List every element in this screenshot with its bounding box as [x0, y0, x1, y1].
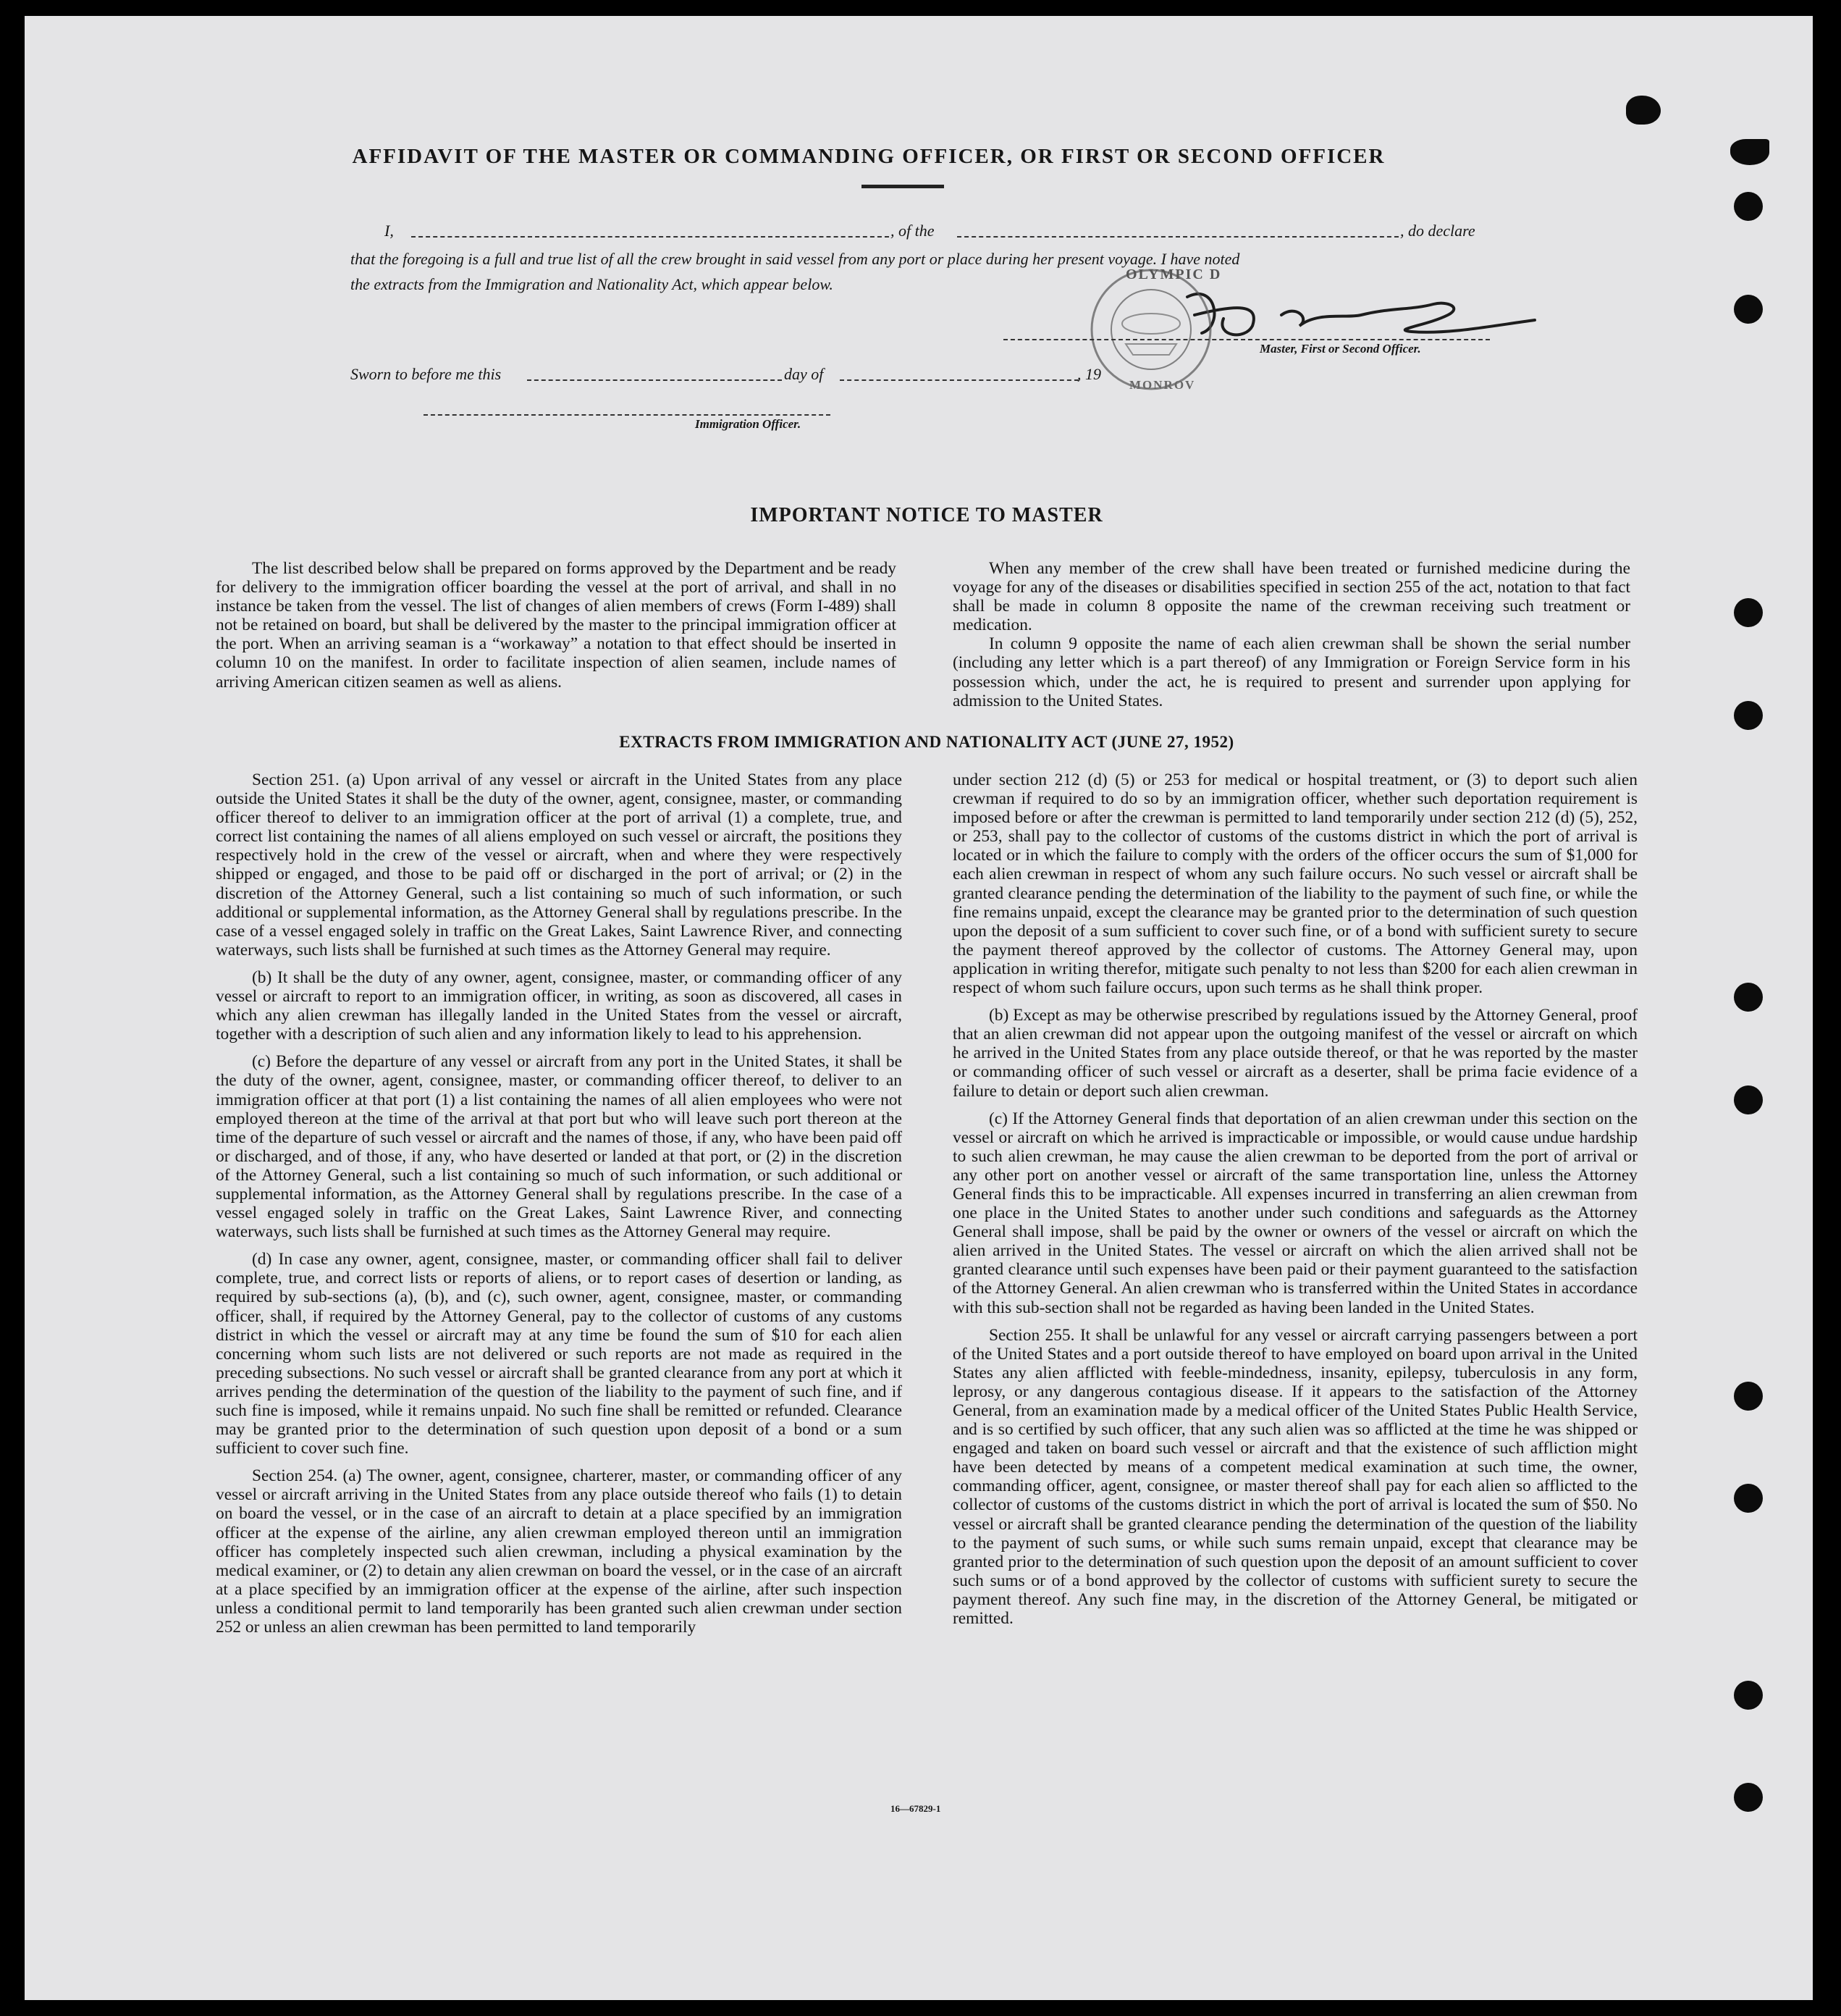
ship-seal-stamp [1086, 264, 1216, 395]
year-label: , 19 [1077, 365, 1101, 383]
officer-signature-line [424, 414, 830, 416]
vessel-blank-line [957, 236, 1399, 238]
extracts-title: EXTRACTS FROM IMMIGRATION AND NATIONALITY ACT (JUNE 27, 1952) [619, 733, 1234, 751]
punch-hole [1734, 701, 1763, 730]
master-label: Master, First or Second Officer. [1260, 342, 1421, 356]
signature-image [1173, 275, 1549, 348]
extract-paragraph: Section 254. (a) The owner, agent, consignee, charterer, master, or commanding officer of any vessel or aircraft arriving in the United States from any place outside thereof who fails (1) to detain on board the vessel, or in the case of an aircraft to detain at a place specified by an immigration officer at the expense of the airline, any alien crewman employed thereon until an immigration officer has completely inspected such alien crewman, including a physical examination by the medical examiner, or (2) to detain any alien crewman on board the vessel, or in the case of an aircraft at a place specified by an immigration officer at the expense of the airline, after such inspection unless a conditional permit to land temporarily has been granted such alien crewman under section 252 or unless an alien crewman has been permitted to land temporarily [216, 1466, 902, 1637]
extract-paragraph: (b) It shall be the duty of any owner, agent, consignee, master, or commanding officer of any vessel or aircraft to report to an immigration officer, in writing, as soon as discovered, all cases in which any alien crewman has illegally landed in the United States from the vessel or aircraft, together with a description of such alien and any information likely to lead to his apprehension. [216, 967, 902, 1044]
punch-hole-mark [1626, 96, 1661, 125]
affidavit-text-line-1: that the foregoing is a full and true list of all the crew brought in said vessel from any port or place during her present voyage. I have noted [350, 250, 1240, 268]
i-label: I, [384, 222, 394, 240]
notice-right-paragraph-1: When any member of the crew shall have been treated or furnished medicine during the voyage for any of the diseases or disabilities specified in section 255 of the act, notation to that fact shall be made in column 8 opposite the name of the crewman receiving such treatment or medication. [953, 559, 1630, 635]
sworn-label: Sworn to before me this [350, 365, 502, 383]
punch-hole-mark [1730, 139, 1769, 165]
title-underline [861, 185, 944, 188]
punch-hole [1734, 1382, 1763, 1411]
punch-hole [1734, 1484, 1763, 1513]
extracts-left-column [216, 770, 902, 1637]
extract-paragraph: (c) If the Attorney General finds that deportation of an alien crewman under this section on the vessel or aircraft on which he arrived is impracticable or impossible, or would cause undue hardship to such alien crewman, he may cause the alien crewman to be deported from the port of arrival or any other port on another vessel or aircraft of the same transportation line, unless the Attorney General finds this to be impracticable. All expenses incurred in transferring an alien crewman from one place in the United States to another under such conditions and safeguards as the Attorney General shall impose, shall be paid by the owner or owners of the vessel or aircraft on which the alien arrived in the United States. The vessel or aircraft on which the alien arrived shall not be granted clearance until such expenses have been paid or their payment guaranteed to the satisfaction of the Attorney General. An alien crewman who is transferred within the United States in accordance with this sub-section shall not be regarded as having been landed in the United States. [953, 1109, 1638, 1317]
extract-paragraph: Section 251. (a) Upon arrival of any vessel or aircraft in the United States from any place outside the United States it shall be the duty of the owner, agent, consignee, master, or commanding officer thereof to deliver to an immigration officer at the port of arrival (1) a complete, true, and correct list containing the names of all aliens employed on such vessel or aircraft, the positions they respectively hold in the crew of the vessel or aircraft, when and where they were respectively shipped or engaged, and those to be paid off or discharged in the port of arrival; or (2) in the discretion of the Attorney General, such a list containing so much of such information, or such additional or supplemental information, as the Attorney General shall by regulations prescribe. In the case of a vessel engaged solely in traffic on the Great Lakes, Saint Lawrence River, and connecting waterways, such lists shall be furnished at such times as the Attorney General may require. [216, 770, 902, 959]
punch-hole [1734, 1783, 1763, 1812]
punch-hole [1734, 1681, 1763, 1710]
punch-hole [1734, 192, 1763, 221]
notice-left-paragraph: The list described below shall be prepared on forms approved by the Department and be ready for delivery to the immigration officer boarding the vessel at the port of arrival, and shall in no instance be taken from the vessel. The list of changes of alien members of crews (Form I-489) shall not be retained on board, but shall be delivered by the master to the principal immigration officer at the port. When an arriving seaman is a “workaway” a notation to that effect should be inserted in column 10 on the manifest. In order to facilitate inspection of alien seamen, include names of arriving American citizen seamen as well as aliens. [216, 559, 896, 692]
sworn-day-line [527, 379, 782, 381]
extract-paragraph: (d) In case any owner, agent, consignee, master, or commanding officer shall fail to deliver complete, true, and correct lists or reports of aliens, or to report cases of desertion or landing, as required by sub-sections (a), (b), and (c), such owner, agent, consignee, master, or commanding officer, shall, if required by the Attorney General, pay to the collector of customs of any customs district in which the vessel or aircraft may at any time be found the sum of $10 for each alien concerning whom such lists are not delivered or such reports are not made as required in the preceding subsections. No such vessel or aircraft shall be granted clearance from any port at which it arrives pending the determination of the question of the liability to the payment of such fine, and if such fine is imposed, while it remains unpaid. No such fine shall be remitted or refunded. Clearance may be granted prior to the determination of such question upon deposit of a bond or a sum sufficient to cover such fine. [216, 1250, 902, 1458]
of-the-label: , of the [890, 222, 935, 240]
extract-paragraph: (b) Except as may be otherwise prescribed by regulations issued by the Attorney General, proof that an alien crewman did not appear upon the outgoing manifest of the vessel or aircraft on which he arrived in the United States from any place outside thereof, or that he was reported by the master or commanding officer of such vessel or aircraft as a deserter, shall be prima facie evidence of a failure to detain or deport such alien crewman. [953, 1006, 1638, 1101]
stamp-bottom-text: MONROV [1129, 378, 1196, 392]
notice-right-paragraph-2: In column 9 opposite the name of each alien crewman shall be shown the serial number (including any letter which is a part thereof) of any Immigration or Foreign Service form in his possession which, under the act, he is required to present and surrender upon applying for admission to the United States. [953, 634, 1630, 710]
day-of-label: day of [784, 365, 824, 383]
form-number: 16—67829-1 [890, 1803, 941, 1814]
name-blank-line [411, 236, 889, 238]
extract-paragraph: (c) Before the departure of any vessel or aircraft from any port in the United States, it shall be the duty of the owner, agent, consignee, master, or commanding officer thereof, to deliver to an immigration officer at that port (1) a list containing the names of all alien employees who were not employed thereon at the time of the arrival at that port but who will leave such port thereon at the time of the departure of such vessel or aircraft and the names of those, if any, who have been paid off or discharged, and of those, if any, who have deserted or landed at that port, or (2) in the discretion of the Attorney General, such a list containing so much of such information, or such additional or supplemental information, as the Attorney General shall by regulations prescribe. In the case of a vessel engaged solely in traffic on the Great Lakes, Saint Lawrence River, and connecting waterways, such lists shall be furnished at such times as the Attorney General may require. [216, 1052, 902, 1242]
extract-paragraph: Section 255. It shall be unlawful for any vessel or aircraft carrying passengers between a port of the United States and a port outside thereof to have employed on board upon arrival in the United States any alien afflicted with feeble-mindedness, insanity, epilepsy, tuberculosis in any form, leprosy, or any dangerous contagious disease. If it appears to the satisfaction of the Attorney General, from an examination made by a medical officer of the United States Public Health Service, and is so certified by such officer, that any such alien was so afflicted at the time he was shipped or engaged and taken on board such vessel or aircraft and that the existence of such affliction might have been detected by means of a competent medical examination at such time, the owner, commanding officer, agent, consignee, or master thereof shall pay for each alien so afflicted to the collector of customs of the customs district in which the port of arrival is located the sum of $50. No vessel or aircraft shall be granted clearance pending the determination of the question of the liability to the payment of such sums, or while such sums remain unpaid, except that clearance may be granted prior to the determination of such question upon the deposit of an amount sufficient to cover such sums or of a bond approved by the collector of customs with sufficient surety to secure the payment thereof. Any such fine may, in the discretion of the Attorney General, be mitigated or remitted. [953, 1325, 1638, 1629]
affidavit-text-line-2: the extracts from the Immigration and Nationality Act, which appear below. [350, 275, 833, 293]
stamp-top-text: OLYMPIC D [1126, 266, 1222, 282]
officer-label: Immigration Officer. [695, 417, 801, 431]
notice-title: IMPORTANT NOTICE TO MASTER [750, 504, 1103, 526]
extract-paragraph: under section 212 (d) (5) or 253 for medical or hospital treatment, or (3) to deport such alien crewman if required to do so by an immigration officer, whether such deportation requirement is imposed before or after the crewman is permitted to land temporarily under section 212 (d) (5), 252, or 253, shall pay to the collector of customs of the customs district in which the port of arrival is located or in which the failure to comply with the orders of the officer occurs the sum of $1,000 for each alien crewman in respect of whom any such failure occurs. No such vessel or aircraft shall be granted clearance pending the determination of the liability to the payment of such fine, or while the fine remains unpaid, except the clearance may be granted prior to the determination of such question upon the deposit of a sum sufficient to cover such fine, or of a bond with sufficient surety to secure the payment thereof approved by the collector of customs. The Attorney General may, upon application in writing therefor, mitigate such penalty to not less than $200 for each alien crewman in respect of whom such failure occurs, upon such terms as he shall think proper. [953, 770, 1638, 998]
notice-left-column [216, 559, 896, 692]
sworn-month-line [840, 379, 1079, 381]
notice-right-column [953, 559, 1630, 710]
master-signature-line [1003, 339, 1490, 340]
punch-hole [1734, 295, 1763, 324]
affidavit-title: AFFIDAVIT OF THE MASTER OR COMMANDING OFFICER, OR FIRST OR SECOND OFFICER [352, 145, 1386, 168]
punch-hole [1734, 983, 1763, 1012]
do-declare-label: , do declare [1400, 222, 1475, 240]
punch-hole [1734, 598, 1763, 627]
punch-hole [1734, 1085, 1763, 1114]
extracts-right-column [953, 770, 1638, 1628]
